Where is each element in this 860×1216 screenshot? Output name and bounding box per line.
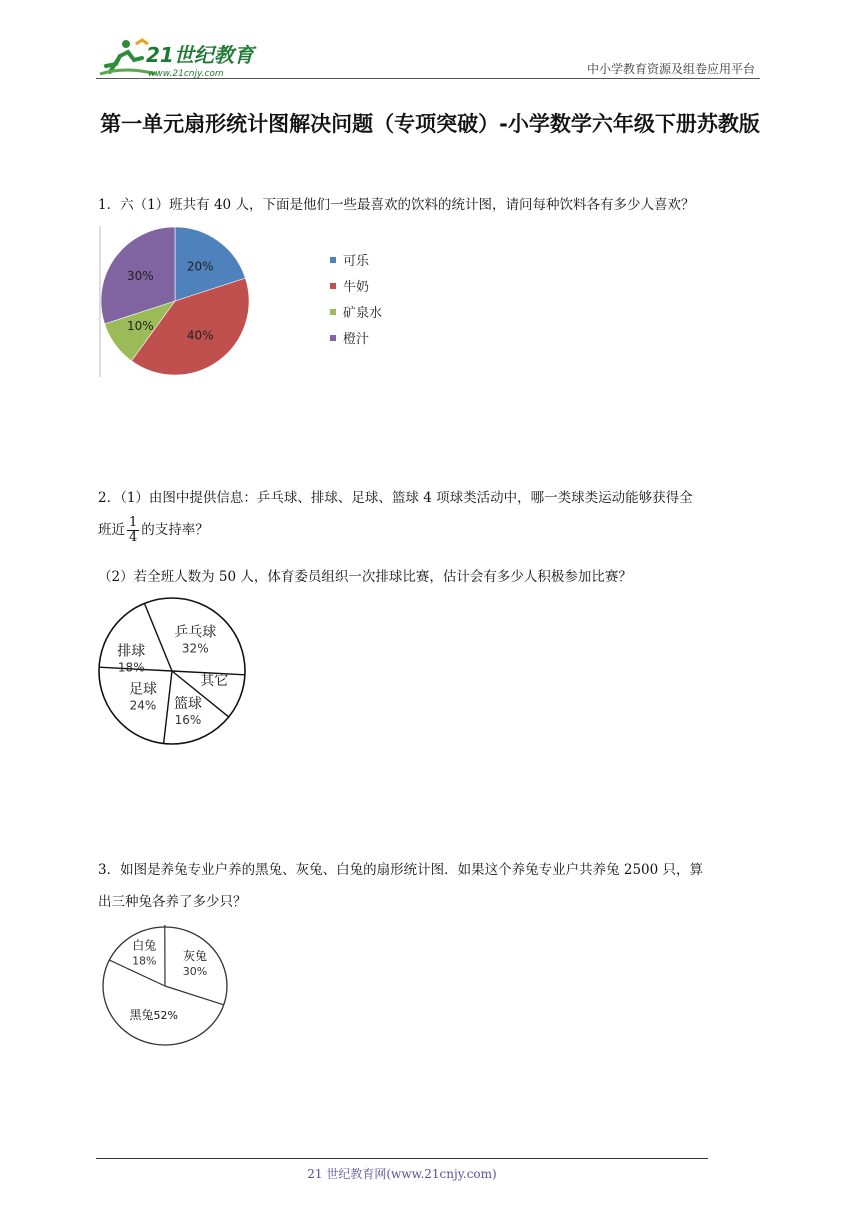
pie-value-label: 30% xyxy=(126,268,154,283)
header-divider xyxy=(96,78,760,79)
pie-category-label: 黑兔 xyxy=(129,1007,154,1022)
pie-value-label: 30% xyxy=(182,965,208,979)
pie-value-label: 32% xyxy=(181,641,209,656)
pie-value-label: 20% xyxy=(186,259,214,274)
pie-combined-label xyxy=(129,1008,177,1022)
question-3-line-1: 3．如图是养兔专业户养的黑兔、灰兔、白兔的扇形统计图．如果这个养兔专业户共养兔 2500 只，算 xyxy=(98,862,704,878)
drinks-pie-svg xyxy=(99,224,399,379)
question-2-prefix: 班近 xyxy=(98,522,125,538)
footer-divider xyxy=(96,1158,708,1159)
sports-pie-chart xyxy=(96,596,252,748)
pie-category-label: 足球 xyxy=(129,681,158,698)
footer-text: 21 世纪教育网(www.21cnjy.com) xyxy=(307,1167,497,1181)
rabbits-pie-chart xyxy=(99,925,234,1051)
logo-url: www.21cnjy.com xyxy=(148,69,224,79)
pie-value-label: 40% xyxy=(186,328,214,343)
legend-label: 牛奶 xyxy=(343,280,370,295)
legend-swatch xyxy=(330,257,336,263)
pie-value-label: 24% xyxy=(129,698,157,713)
runner-logo-icon xyxy=(96,36,266,80)
pie-value-label: 16% xyxy=(174,713,202,728)
pie-category-label: 白兔 xyxy=(132,938,157,953)
legend-swatch xyxy=(330,335,336,341)
fraction-one-quarter xyxy=(127,516,139,545)
fraction-numerator: 1 xyxy=(129,515,138,530)
pie-value-label: 18% xyxy=(132,954,157,968)
site-logo xyxy=(96,36,266,80)
drinks-pie-chart xyxy=(99,224,399,379)
legend-label: 橙汁 xyxy=(343,332,370,347)
legend-swatch xyxy=(330,283,336,289)
question-2-line-2 xyxy=(98,516,209,545)
pie-category-label: 灰兔 xyxy=(183,949,208,964)
pie-category-label: 其它 xyxy=(200,673,229,690)
fraction-denominator: 4 xyxy=(129,530,138,545)
page-title: 第一单元扇形统计图解决问题（专项突破）-小学数学六年级下册苏教版 xyxy=(100,112,760,136)
legend-label: 矿泉水 xyxy=(343,306,383,321)
pie-value-label: 18% xyxy=(117,660,145,675)
question-1-text: 1．六（1）班共有 40 人，下面是他们一些最喜欢的饮料的统计图，请问每种饮料各有多少人喜欢？ xyxy=(98,197,695,213)
question-2-suffix: 的支持率？ xyxy=(141,522,209,538)
question-2-line-1: 2．（1）由图中提供信息：乒乓球、排球、足球、篮球 4 项球类活动中，哪一类球类运动能够获得全 xyxy=(98,490,693,506)
sports-pie-svg xyxy=(96,596,252,748)
pie-value-label: 10% xyxy=(126,319,154,334)
question-3-line-2: 出三种兔各养了多少只？ xyxy=(98,894,247,910)
legend-label: 可乐 xyxy=(343,254,370,269)
header-platform-text: 中小学教育资源及组卷应用平台 xyxy=(586,62,755,76)
logo-text: 21世纪教育 xyxy=(146,43,254,67)
pie-category-label: 篮球 xyxy=(173,696,202,713)
pie-value-label: 52% xyxy=(153,1008,178,1022)
legend-swatch xyxy=(330,309,336,315)
pie-category-label: 乒乓球 xyxy=(174,624,217,641)
pie-category-label: 排球 xyxy=(117,643,146,660)
question-2-part-2: （2）若全班人数为 50 人，体育委员组织一次排球比赛，估计会有多少人积极参加比赛？ xyxy=(98,569,632,585)
rabbits-pie-svg xyxy=(99,925,234,1051)
